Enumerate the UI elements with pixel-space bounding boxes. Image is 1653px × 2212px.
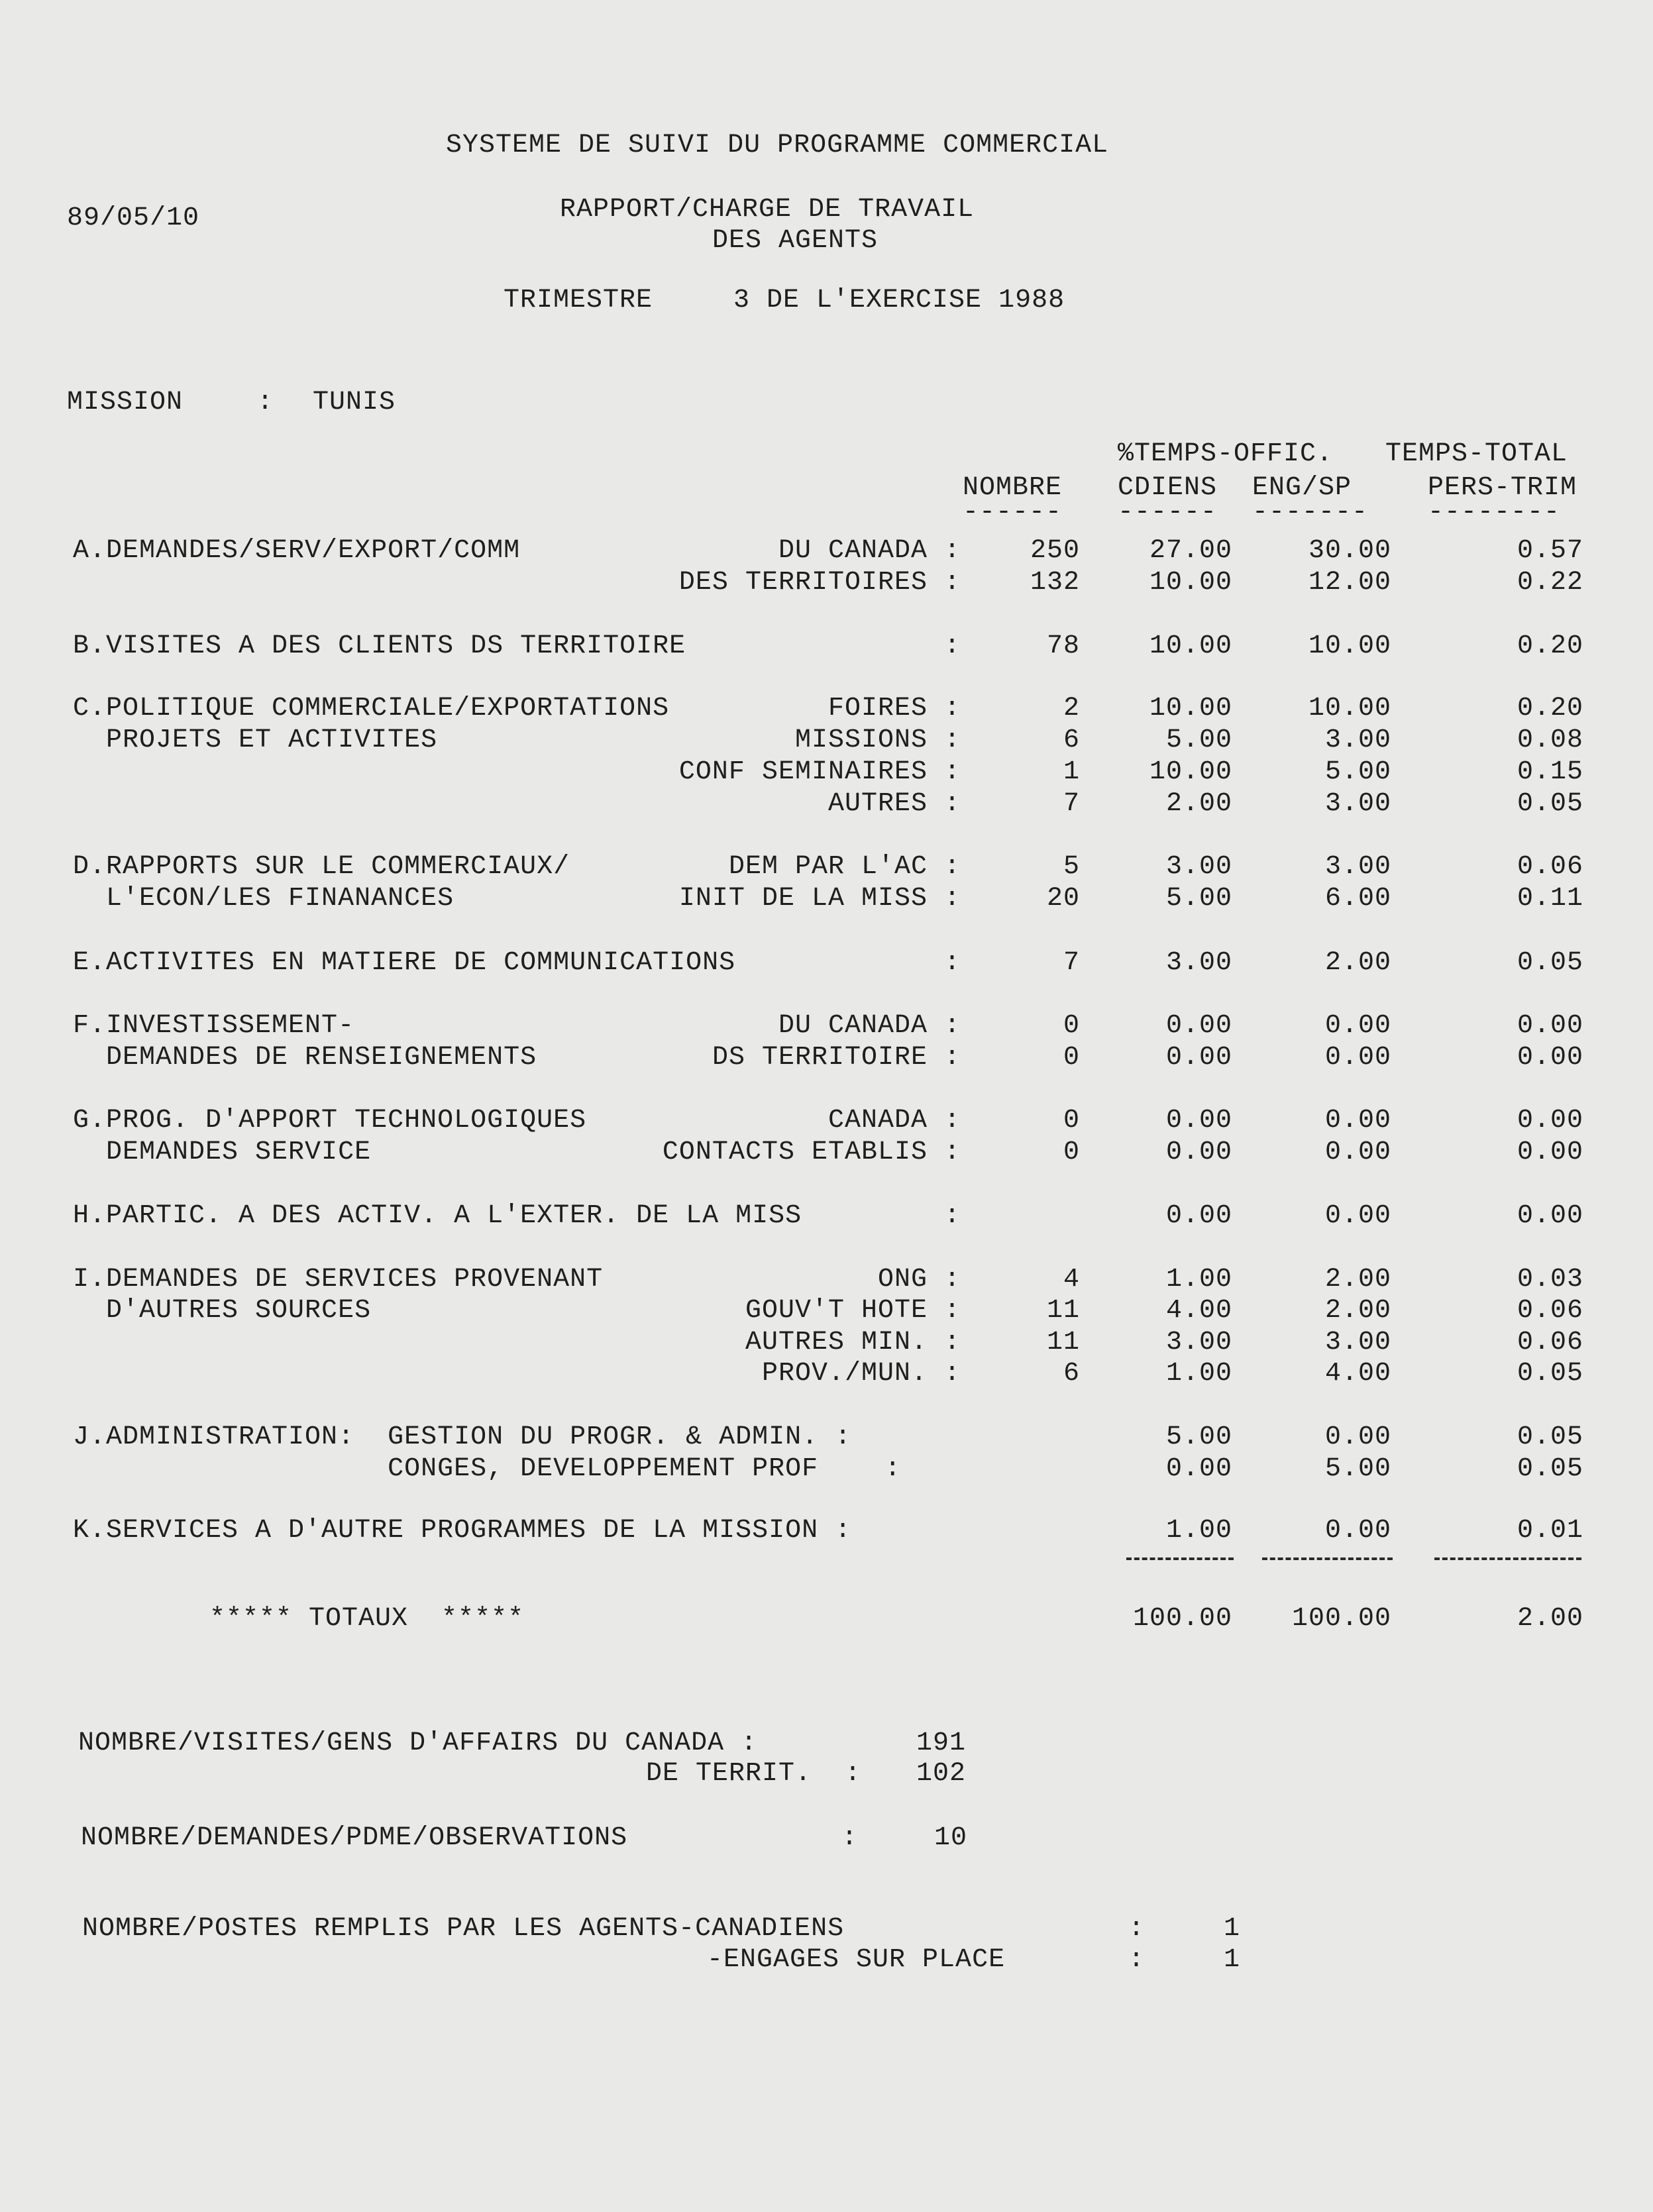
row-cdiens: 4.00 — [1165, 1296, 1232, 1326]
row-sublabel: ONG : — [877, 1265, 961, 1294]
row-nombre: 250 — [1030, 536, 1080, 566]
row-nombre: 7 — [1063, 948, 1080, 978]
row-sublabel: INIT DE LA MISS : — [678, 884, 961, 914]
row-nombre: 6 — [1063, 1359, 1080, 1389]
totals-underline-perstrim — [1434, 1557, 1581, 1560]
system-title: SYSTEME DE SUIVI DU PROGRAMME COMMERCIAL — [446, 131, 1109, 160]
row-nombre: 5 — [1063, 852, 1080, 882]
row-label: H.PARTIC. A DES ACTIV. A L'EXTER. DE LA MISS — [73, 1201, 802, 1231]
visites-terr-label: DE TERRIT. : — [645, 1759, 861, 1789]
column-header-perstrim: PERS-TRIM — [1428, 473, 1577, 503]
row-engsp: 4.00 — [1324, 1359, 1391, 1389]
row-cdiens: 3.00 — [1165, 948, 1232, 978]
row-label: B.VISITES A DES CLIENTS DS TERRITOIRE — [73, 631, 686, 661]
postes-colon: : — [1128, 1914, 1146, 1944]
row-perstrim: 0.20 — [1517, 694, 1583, 723]
row-label: PROJETS ET ACTIVITES — [73, 725, 438, 755]
row-cdiens: 5.00 — [1165, 1422, 1232, 1452]
row-cdiens: 0.00 — [1165, 1454, 1232, 1484]
row-cdiens: 3.00 — [1165, 852, 1232, 882]
row-nombre: 78 — [1046, 631, 1080, 661]
report-date: 89/05/10 — [67, 203, 200, 233]
row-sublabel: : — [943, 1201, 961, 1231]
row-sublabel: : — [943, 948, 961, 978]
row-engsp: 0.00 — [1324, 1201, 1391, 1231]
row-label: K.SERVICES A D'AUTRE PROGRAMMES DE LA MISSION : — [73, 1516, 852, 1546]
trimestre-label: TRIMESTRE — [504, 286, 653, 315]
visites-terr-value: 102 — [916, 1759, 967, 1789]
row-nombre: 20 — [1046, 884, 1080, 914]
row-engsp: 0.00 — [1324, 1043, 1391, 1073]
row-cdiens: 0.00 — [1165, 1106, 1232, 1135]
visites-canada-value: 191 — [916, 1728, 967, 1758]
row-perstrim: 0.22 — [1517, 568, 1583, 598]
row-label: CONGES, DEVELOPPEMENT PROF : — [73, 1454, 902, 1484]
row-label: DEMANDES SERVICE — [73, 1137, 372, 1167]
mission-colon: : — [257, 388, 274, 417]
row-perstrim: 0.06 — [1517, 852, 1583, 882]
row-engsp: 0.00 — [1324, 1422, 1391, 1452]
row-engsp: 6.00 — [1324, 884, 1391, 914]
row-cdiens: 0.00 — [1165, 1137, 1232, 1167]
row-engsp: 12.00 — [1308, 568, 1391, 598]
row-cdiens: 0.00 — [1165, 1043, 1232, 1073]
row-engsp: 30.00 — [1308, 536, 1391, 566]
column-header-pct: %TEMPS-OFFIC. — [1118, 439, 1334, 469]
row-cdiens: 0.00 — [1165, 1011, 1232, 1041]
row-perstrim: 0.03 — [1517, 1265, 1583, 1294]
row-sublabel: CONTACTS ETABLIS : — [662, 1137, 961, 1167]
row-perstrim: 0.57 — [1517, 536, 1583, 566]
totals-label: ***** TOTAUX ***** — [209, 1604, 525, 1634]
row-engsp: 10.00 — [1308, 631, 1391, 661]
column-underline-nombre: ------ — [963, 498, 1063, 527]
demandes-colon: : — [841, 1823, 859, 1853]
row-sublabel: MISSIONS : — [794, 725, 961, 755]
column-header-engsp: ENG/SP — [1252, 473, 1352, 503]
row-sublabel: : — [943, 631, 961, 661]
row-nombre: 0 — [1063, 1043, 1080, 1073]
row-engsp: 0.00 — [1324, 1011, 1391, 1041]
row-engsp: 5.00 — [1324, 1454, 1391, 1484]
row-sublabel: DU CANADA : — [778, 536, 961, 566]
totals-engsp: 100.00 — [1291, 1604, 1391, 1634]
row-cdiens: 27.00 — [1149, 536, 1232, 566]
row-cdiens: 0.00 — [1165, 1201, 1232, 1231]
row-nombre: 132 — [1030, 568, 1080, 598]
row-nombre: 4 — [1063, 1265, 1080, 1294]
postes-canadiens-value: 1 — [1224, 1914, 1241, 1944]
row-perstrim: 0.00 — [1517, 1043, 1583, 1073]
row-label: I.DEMANDES DE SERVICES PROVENANT — [73, 1265, 604, 1294]
engages-colon: : — [1128, 1945, 1146, 1975]
row-sublabel: PROV./MUN. : — [761, 1359, 961, 1389]
row-engsp: 3.00 — [1324, 789, 1391, 819]
column-underline-cdiens: ------ — [1118, 498, 1218, 527]
totals-underline-engsp — [1262, 1557, 1393, 1560]
totals-underline-cdiens — [1126, 1557, 1234, 1560]
report-title-line1: RAPPORT/CHARGE DE TRAVAIL — [560, 195, 975, 225]
row-engsp: 2.00 — [1324, 1296, 1391, 1326]
column-underline-perstrim: -------- — [1428, 498, 1561, 527]
row-perstrim: 0.05 — [1517, 1359, 1583, 1389]
row-cdiens: 1.00 — [1165, 1516, 1232, 1546]
mission-label: MISSION — [67, 388, 184, 417]
row-cdiens: 10.00 — [1149, 757, 1232, 787]
visites-label: NOMBRE/VISITES/GENS D'AFFAIRS DU CANADA : — [78, 1728, 758, 1758]
row-label: F.INVESTISSEMENT- — [73, 1011, 355, 1041]
row-cdiens: 10.00 — [1149, 694, 1232, 723]
row-nombre: 11 — [1046, 1328, 1080, 1357]
engages-label: -ENGAGES SUR PLACE — [707, 1945, 1006, 1975]
row-label: C.POLITIQUE COMMERCIALE/EXPORTATIONS — [73, 694, 670, 723]
row-sublabel: DEM PAR L'AC : — [728, 852, 961, 882]
row-engsp: 0.00 — [1324, 1516, 1391, 1546]
row-sublabel: FOIRES : — [827, 694, 961, 723]
row-nombre: 11 — [1046, 1296, 1080, 1326]
row-label: D.RAPPORTS SUR LE COMMERCIAUX/ — [73, 852, 570, 882]
row-sublabel: CANADA : — [827, 1106, 961, 1135]
row-sublabel: CONF SEMINAIRES : — [678, 757, 961, 787]
row-sublabel: DS TERRITOIRE : — [712, 1043, 961, 1073]
row-engsp: 0.00 — [1324, 1106, 1391, 1135]
row-nombre: 6 — [1063, 725, 1080, 755]
demandes-label: NOMBRE/DEMANDES/PDME/OBSERVATIONS — [81, 1823, 628, 1853]
row-sublabel: GOUV'T HOTE : — [745, 1296, 961, 1326]
row-sublabel: AUTRES : — [827, 789, 961, 819]
row-engsp: 5.00 — [1324, 757, 1391, 787]
column-header-cdiens: CDIENS — [1118, 473, 1218, 503]
row-perstrim: 0.11 — [1517, 884, 1583, 914]
row-nombre: 0 — [1063, 1137, 1080, 1167]
column-underline-engsp: ------- — [1252, 498, 1369, 527]
row-perstrim: 0.05 — [1517, 789, 1583, 819]
row-cdiens: 10.00 — [1149, 568, 1232, 598]
row-label: E.ACTIVITES EN MATIERE DE COMMUNICATIONS — [73, 948, 736, 978]
row-perstrim: 0.05 — [1517, 1454, 1583, 1484]
row-cdiens: 5.00 — [1165, 725, 1232, 755]
row-perstrim: 0.05 — [1517, 948, 1583, 978]
row-cdiens: 10.00 — [1149, 631, 1232, 661]
engages-value: 1 — [1224, 1945, 1241, 1975]
row-cdiens: 3.00 — [1165, 1328, 1232, 1357]
column-header-nombre: NOMBRE — [963, 473, 1063, 503]
row-label: D'AUTRES SOURCES — [73, 1296, 372, 1326]
row-perstrim: 0.00 — [1517, 1201, 1583, 1231]
row-cdiens: 1.00 — [1165, 1265, 1232, 1294]
row-perstrim: 0.00 — [1517, 1106, 1583, 1135]
row-cdiens: 5.00 — [1165, 884, 1232, 914]
mission-value: TUNIS — [313, 388, 396, 417]
row-engsp: 0.00 — [1324, 1137, 1391, 1167]
row-label: A.DEMANDES/SERV/EXPORT/COMM — [73, 536, 521, 566]
row-perstrim: 0.00 — [1517, 1011, 1583, 1041]
row-perstrim: 0.01 — [1517, 1516, 1583, 1546]
row-nombre: 0 — [1063, 1011, 1080, 1041]
trimestre-value: 3 DE L'EXERCISE 1988 — [733, 286, 1065, 315]
row-nombre: 2 — [1063, 694, 1080, 723]
row-perstrim: 0.05 — [1517, 1422, 1583, 1452]
row-nombre: 0 — [1063, 1106, 1080, 1135]
row-engsp: 3.00 — [1324, 852, 1391, 882]
row-engsp: 3.00 — [1324, 725, 1391, 755]
row-sublabel: AUTRES MIN. : — [745, 1328, 961, 1357]
row-label: J.ADMINISTRATION: GESTION DU PROGR. & ADMIN. : — [73, 1422, 852, 1452]
row-engsp: 2.00 — [1324, 948, 1391, 978]
row-sublabel: DES TERRITOIRES : — [678, 568, 961, 598]
totals-cdiens: 100.00 — [1132, 1604, 1232, 1634]
row-label: DEMANDES DE RENSEIGNEMENTS — [73, 1043, 537, 1073]
row-nombre: 7 — [1063, 789, 1080, 819]
postes-label: NOMBRE/POSTES REMPLIS PAR LES AGENTS-CANADIENS — [82, 1914, 845, 1944]
row-perstrim: 0.06 — [1517, 1296, 1583, 1326]
row-nombre: 1 — [1063, 757, 1080, 787]
row-perstrim: 0.06 — [1517, 1328, 1583, 1357]
row-perstrim: 0.15 — [1517, 757, 1583, 787]
row-label: G.PROG. D'APPORT TECHNOLOGIQUES — [73, 1106, 587, 1135]
row-cdiens: 2.00 — [1165, 789, 1232, 819]
demandes-value: 10 — [934, 1823, 968, 1853]
row-engsp: 3.00 — [1324, 1328, 1391, 1357]
row-sublabel: DU CANADA : — [778, 1011, 961, 1041]
column-header-total: TEMPS-TOTAL — [1385, 439, 1568, 469]
report-title-line2: DES AGENTS — [712, 226, 879, 256]
row-perstrim: 0.08 — [1517, 725, 1583, 755]
totals-perstrim: 2.00 — [1517, 1604, 1583, 1634]
row-label: L'ECON/LES FINANANCES — [73, 884, 454, 914]
row-perstrim: 0.00 — [1517, 1137, 1583, 1167]
row-engsp: 2.00 — [1324, 1265, 1391, 1294]
row-cdiens: 1.00 — [1165, 1359, 1232, 1389]
row-engsp: 10.00 — [1308, 694, 1391, 723]
row-perstrim: 0.20 — [1517, 631, 1583, 661]
